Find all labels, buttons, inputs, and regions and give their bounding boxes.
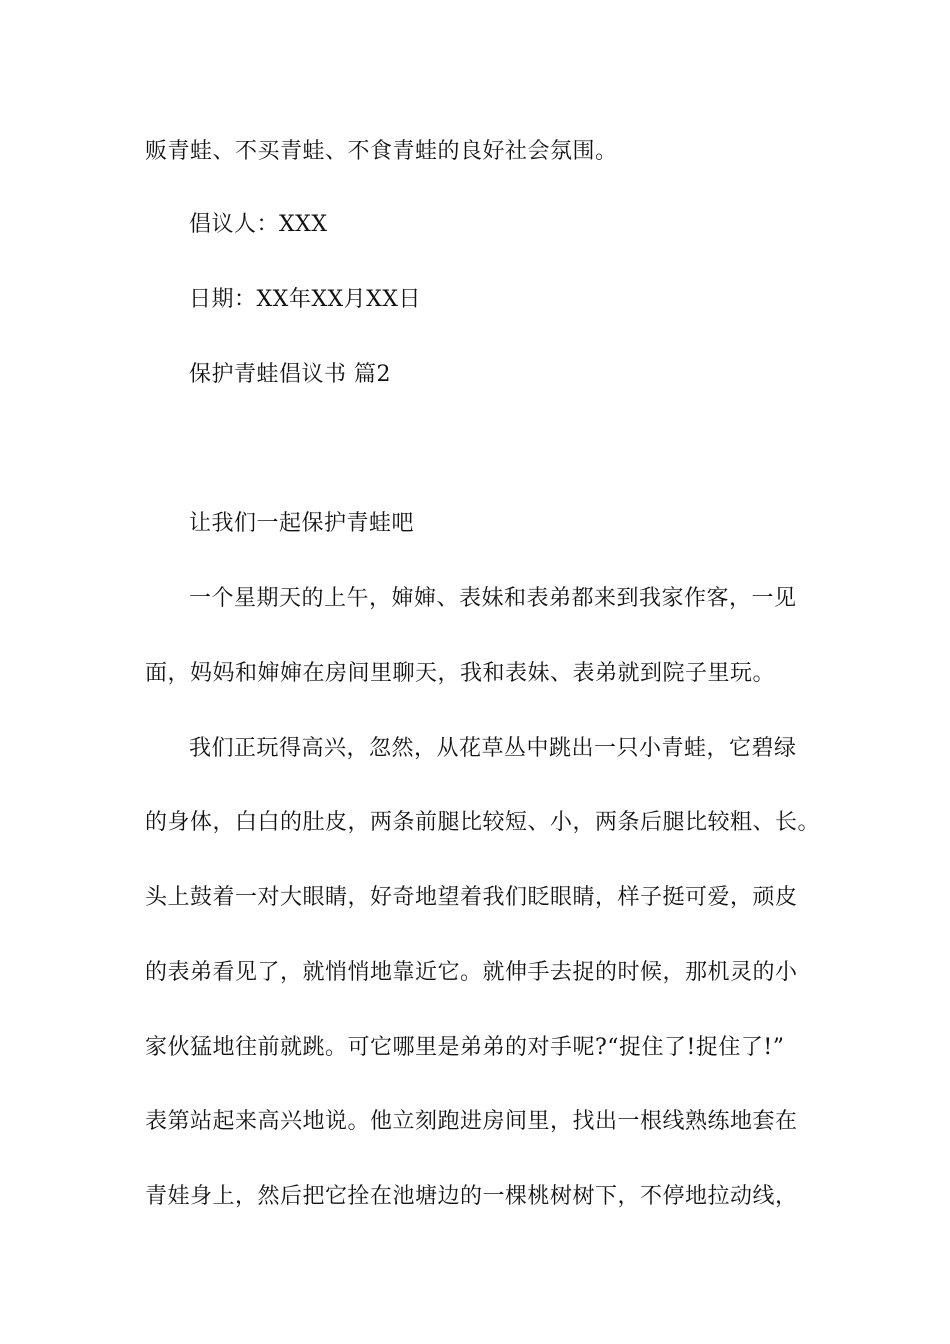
paragraph-line: 一个星期天的上午，婶婶、表妹和表弟都来到我家作客，一见 <box>189 586 797 611</box>
article-title: 让我们一起保护青蛙吧 <box>189 511 415 536</box>
paragraph-line-continuation: 贩青蛙、不买青蛙、不食青蛙的良好社会氛围。 <box>145 139 618 164</box>
paragraph-line: 表第站起来高兴地说。他立刻跑进房间里，找出一根线熟练地套在 <box>145 1109 798 1134</box>
paragraph-line: 我们正玩得高兴，忽然，从花草丛中跳出一只小青蛙，它碧绿 <box>189 736 797 761</box>
paragraph-line: 家伙猛地往前就跳。可它哪里是弟弟的对手呢?“捉住了!捉住了!” <box>145 1035 785 1060</box>
date-line: 日期：XX年XX月XX日 <box>189 287 421 312</box>
paragraph-line: 头上鼓着一对大眼睛，好奇地望着我们眨眼睛，样子挺可爱，顽皮 <box>145 885 798 910</box>
section-heading: 保护青蛙倡议书 篇2 <box>189 362 391 387</box>
paragraph-line: 的表弟看见了，就悄悄地靠近它。就伸手去捉的时候，那机灵的小 <box>145 960 798 985</box>
paragraph-line: 的身体，白白的肚皮，两条前腿比较短、小，两条后腿比较粗、长。 <box>145 810 821 835</box>
proposer-line: 倡议人：XXX <box>189 212 328 237</box>
paragraph-line: 青娃身上，然后把它拴在池塘边的一棵桃树树下，不停地拉动线， <box>145 1184 798 1209</box>
paragraph-line: 面，妈妈和婶婶在房间里聊天，我和表妹、表弟就到院子里玩。 <box>145 661 776 686</box>
